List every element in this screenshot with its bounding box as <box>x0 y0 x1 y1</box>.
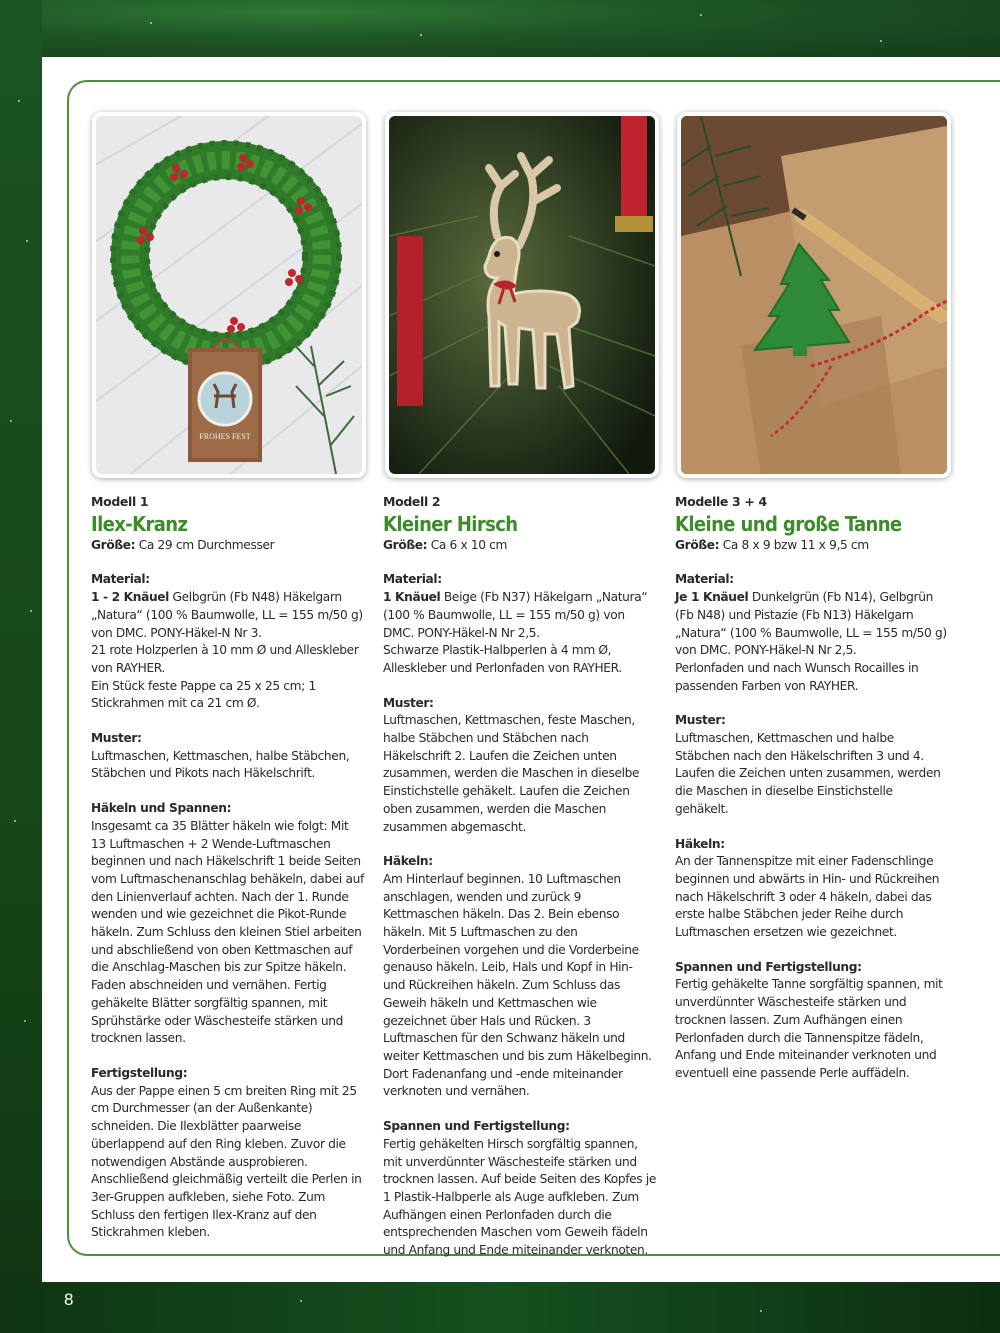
sparkle <box>700 14 702 16</box>
crochet-heading: Häkeln und Spannen: <box>91 801 232 816</box>
material-heading: Material: <box>91 572 150 587</box>
crochet-text: An der Tannenspitze mit einer Fadenschlinge beginnen und abwärts in Hin- und Rückreihen nach Häkelschrift 3 oder 4 häkeln, dabei das erste halbe Stäbchen jeder Reihe durch Luftmaschen ersetzen wie gezeichnet. <box>675 854 940 940</box>
pattern-text: Luftmaschen, Kettmaschen und halbe Stäbchen nach den Häkelschriften 3 und 4. Laufen die Zeichen unten zusammen, werden die Maschen in dieselbe Einstichstelle gehäkelt. <box>675 731 941 816</box>
material-description: Beige (Fb N37) Häkelgarn „Natura“ (100 % Baumwolle, LL = 155 m/50 g) von DMC. PONY-Häkel-N Nr 2,5. <box>383 590 648 640</box>
size-text: Ca 6 x 10 cm <box>427 537 508 552</box>
finish-heading: Spannen und Fertigstellung: <box>675 959 862 974</box>
background-left <box>0 0 42 1333</box>
material-extra: Schwarze Plastik-Halbperlen à 4 mm Ø, Alleskleber und Perlonfaden von RAYHER. <box>383 643 622 675</box>
sparkle <box>880 40 882 42</box>
crochet-heading: Häkeln: <box>675 836 725 851</box>
pattern-text: Luftmaschen, Kettmaschen, halbe Stäbchen, Stäbchen und Pikots nach Häkelschrift. <box>91 748 350 781</box>
article-title: Ilex-Kranz <box>91 511 188 536</box>
material-text <box>91 589 364 642</box>
material-description: Dunkelgrün (Fb N14), Gelbgrün (Fb N48) und Pistazie (Fb N13) Häkelgarn „Natura“ (100 % Baumwolle, LL = 155 m/50 g) von DMC. PONY-Häkel-N Nr 2,5. <box>675 590 947 658</box>
crochet-text: Insgesamt ca 35 Blätter häkeln wie folgt: Mit 13 Luftmaschen + 2 Wende-Luftmaschen beginnen und nach Häkelschrift 1 beide Seiten vom Luftmaschenanschlag behäkeln, dabei auf den Linienverlauf achten. Nach der 1. Runde wenden und wie gezeichnet die Pikot-Runde häkeln. Zum Schluss den kleinen Stiel arbeiten und abschließend von oben Kettmaschen auf die Anschlag-Maschen bis zur Spitze häkeln. Faden abschneiden und vernähen. Fertig gehäkelte Blätter sorgfältig spannen, mit Sprühstärke oder Wäschesteife stärken und trocknen lassen. <box>91 818 364 1046</box>
size-line <box>383 537 656 555</box>
size-label: Größe: <box>383 537 428 552</box>
model-label: Modell 2 <box>383 494 441 509</box>
material-extra: Perlonfaden und nach Wunsch Rocailles in passenden Farben von RAYHER. <box>675 660 919 693</box>
pattern-text: Luftmaschen, Kettmaschen, feste Maschen, halbe Stäbchen und Stäbchen nach Häkelschrift 2. Laufen die Zeichen unten zusammen, werden die Maschen in dieselbe Einstichstelle gehäkelt. Laufen die Zeichen oben zusammen, werden die Maschen zusammen abgemascht. <box>383 713 640 834</box>
pattern-heading: Muster: <box>675 713 726 728</box>
article-title: Kleine und große Tanne <box>675 511 902 536</box>
size-line <box>675 537 948 555</box>
column-models-3-4 <box>675 493 948 1083</box>
sparkle <box>150 22 152 24</box>
crochet-text: Am Hinterlauf beginnen. 10 Luftmaschen anschlagen, wenden und zurück 9 Kettmaschen häkeln. Das 2. Bein ebenso häkeln. Mit 5 Luftmaschen zu den Vorderbeinen vorgehen und die Vorderbeine genauso häkeln. Leib, Hals und Kopf in Hin- und Rückreihen häkeln. Zum Schluss das Geweih häkeln und Kettmaschen wie gezeichnet über Hals und Rücken. 3 Luftmaschen für den Schwanz häkeln und weiter Kettmaschen und bis zum Häkelbeginn. Dort Fadenanfang und -ende miteinander verknoten und vernähen. <box>383 871 652 1099</box>
column-model-2 <box>383 493 656 1260</box>
background-bottom <box>0 1282 1000 1333</box>
article-title: Kleiner Hirsch <box>383 511 518 536</box>
sparkle <box>24 1020 26 1022</box>
finish-text: Aus der Pappe einen 5 cm breiten Ring mit 25 cm Durchmesser (an der Außenkante) schneiden. Die Ilexblätter paarweise überlappend auf den Ring kleben. Zuvor die notwendigen Abstände ausprobieren. Anschließend gleichmäßig verteilt die Perlen in 3er-Gruppen aufkleben, siehe Foto. Zum Schluss den fertigen Ilex-Kranz auf den Stickrahmen kleben. <box>91 1083 362 1240</box>
finish-text: Fertig gehäkelte Tanne sorgfältig spannen, mit unverdünnter Wäschesteife stärken und trocknen lassen. Zum Aufhängen einen Perlonfaden durch die Tannenspitze fädeln, Anfang und Ende miteinander verknoten und eventuell eine passende Perle auffädeln. <box>675 977 943 1080</box>
material-text <box>383 589 656 642</box>
size-line <box>91 537 364 555</box>
material-text <box>675 589 948 660</box>
column-model-1 <box>91 493 364 1242</box>
photo-crochet-reindeer <box>385 112 659 478</box>
material-heading: Material: <box>383 572 442 587</box>
tag-text: FROHES FEST <box>199 432 251 441</box>
pattern-heading: Muster: <box>91 731 142 746</box>
sparkle <box>18 100 20 102</box>
size-text: Ca 29 cm Durchmesser <box>135 537 275 552</box>
material-extra: 21 rote Holzperlen à 10 mm Ø und Alleskleber von RAYHER. <box>91 643 359 675</box>
finish-heading: Fertigstellung: <box>91 1065 188 1080</box>
sparkle <box>300 1300 302 1302</box>
sparkle <box>10 420 12 422</box>
background-top <box>0 0 1000 60</box>
material-quantity: Je 1 Knäuel <box>675 590 749 605</box>
sparkle <box>14 820 16 822</box>
material-quantity: 1 Knäuel <box>383 590 441 605</box>
material-description: Gelbgrün (Fb N48) Häkelgarn „Natura“ (100 % Baumwolle, LL = 155 m/50 g) von DMC. PONY-Häkel-N Nr 3. <box>91 590 363 640</box>
page-number: 8 <box>64 1290 74 1309</box>
photo-crochet-fir-tree <box>677 112 951 478</box>
finish-heading: Spannen und Fertigstellung: <box>383 1119 570 1134</box>
photo-holly-wreath <box>92 112 366 478</box>
finish-text: Fertig gehäkelten Hirsch sorgfältig spannen, mit unverdünnter Wäschesteife stärken und trocknen lassen. Auf beide Seiten des Kopfes je 1 Plastik-Halbperle als Auge aufkleben. Zum Aufhängen einen Perlonfaden durch die entsprechenden Maschen vom Geweih fädeln und Anfang und Ende miteinander verknoten. <box>383 1136 657 1258</box>
material-extra: Ein Stück feste Pappe ca 25 x 25 cm; 1 Stickrahmen mit ca 21 cm Ø. <box>91 678 316 711</box>
size-text: Ca 8 x 9 bzw 11 x 9,5 cm <box>719 537 869 552</box>
sparkle <box>26 240 28 242</box>
sparkle <box>420 34 422 36</box>
material-heading: Material: <box>675 572 734 587</box>
pattern-heading: Muster: <box>383 695 434 710</box>
sparkle <box>760 1310 762 1312</box>
model-label: Modell 1 <box>91 494 149 509</box>
crochet-heading: Häkeln: <box>383 854 433 869</box>
size-label: Größe: <box>91 537 136 552</box>
material-quantity: 1 - 2 Knäuel <box>91 590 170 605</box>
model-label: Modelle 3 + 4 <box>675 494 767 509</box>
size-label: Größe: <box>675 537 720 552</box>
sparkle <box>30 610 32 612</box>
